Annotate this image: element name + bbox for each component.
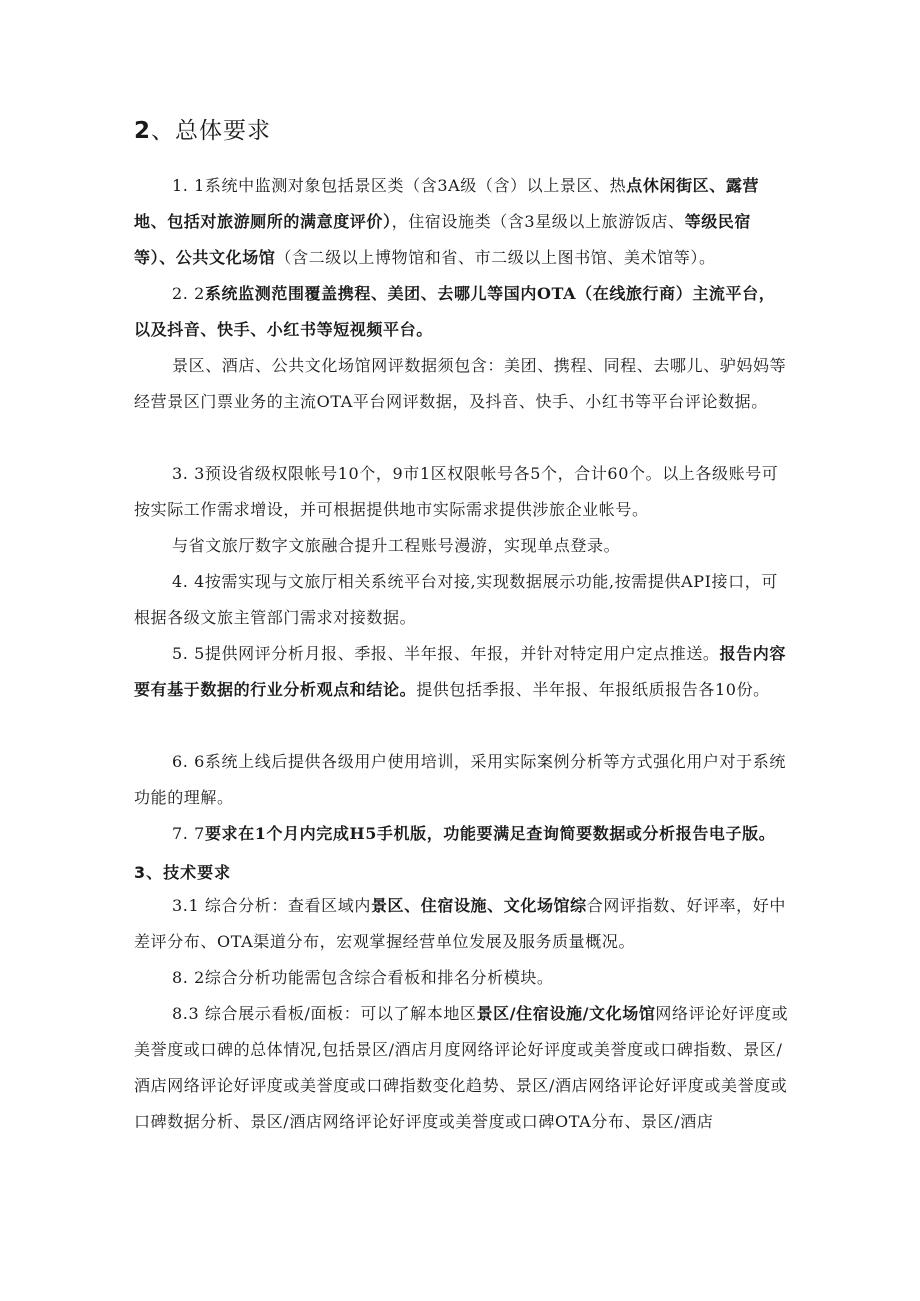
- bold-text-run: 点休闲街区、露营地、包括对旅游厕所的满意度评价）: [134, 176, 760, 231]
- bold-text-run: 系统监测范围覆盖携程、美团、去哪儿等国内OTA（在线旅行商）主流平台，以及抖音、快手、小红书等短视频平台。: [134, 284, 776, 339]
- text-run: 8.3 综合展示看板/面板：可以了解本地区: [172, 1004, 477, 1023]
- paragraph-6: [134, 564, 790, 636]
- paragraph-12: [134, 996, 790, 1140]
- section-heading: 2、总体要求: [134, 118, 272, 144]
- text-run: 6. 6系统上线后提供各级用户使用培训，采用实际案例分析等方式强化用户对于系统功能的理解。: [134, 752, 786, 807]
- paragraph-1: [134, 168, 790, 276]
- text-run: ，住宿设施类（含3星级以上旅游饭店、: [391, 212, 685, 231]
- text-run: 4. 4按需实现与文旅厅相关系统平台对接,实现数据展示功能,按需提供API接口，可根据各级文旅主管部门需求对接数据。: [134, 572, 778, 627]
- paragraph-2: [134, 276, 790, 348]
- text-run: 合网评指数、好评率，好中差评分布、OTA渠道分布，宏观掌握经营单位发展及服务质量概况。: [134, 896, 786, 951]
- bold-text-run: 景区、住宿设施、文化场馆综: [370, 896, 587, 915]
- text-run: 提供包括季报、半年报、年报纸质报告各10份。: [416, 680, 770, 699]
- text-run: 1. 1系统中监测对象包括景区类（含3A级（含）以上景区、热: [172, 176, 627, 195]
- paragraph-9: [134, 816, 790, 852]
- bold-text-run: 报告内容要有基于数据的行业分析观点和结论。: [134, 644, 786, 699]
- text-run: 网络评论好评度或美誉度或口碑的总体情况,包括景区/酒店月度网络评论好评度或美誉度或口碑指数、景区/酒店网络评论好评度或美誉度或口碑指数变化趋势、景区/酒店网络评论好评度或美誉度或口碑数据分析、景区/酒店网络评论好评度或美誉度或口碑OTA分布、景区/酒店: [134, 1004, 789, 1131]
- bold-text-run: 景区/住宿设施/文化场馆: [476, 1004, 656, 1023]
- paragraph-4: [134, 456, 790, 528]
- paragraph-3: [134, 348, 790, 420]
- bold-text-run: 要求在1个月内完成H5手机版，功能要满足查询简要数据或分析报告电子版。: [204, 824, 776, 843]
- text-run: 景区、酒店、公共文化场馆网评数据须包含：美团、携程、同程、去哪儿、驴妈妈等经营景区门票业务的主流OTA平台网评数据，及抖音、快手、小红书等平台评论数据。: [134, 356, 787, 411]
- text-run: 8. 2综合分析功能需包含综合看板和排名分析模块。: [172, 968, 554, 987]
- paragraph-10: [134, 888, 790, 960]
- bold-text-run: 等级民宿等）、公共文化场馆: [134, 212, 751, 267]
- subsection-heading: 3、技术要求: [134, 863, 232, 882]
- text-run: 3. 3预设省级权限帐号10个，9市1区权限帐号各5个，合计60个。以上各级账号可按实际工作需求增设，并可根据提供地市实际需求提供涉旅企业帐号。: [134, 464, 779, 519]
- paragraph-11: [134, 960, 790, 996]
- paragraph-7: [134, 636, 790, 708]
- text-run: 7. 7: [172, 824, 205, 843]
- text-run: 5. 5提供网评分析月报、季报、半年报、年报，并针对特定用户定点推送。: [172, 644, 720, 663]
- text-run: 2. 2: [172, 284, 205, 303]
- paragraph-8: [134, 744, 790, 816]
- text-run: （含二级以上博物馆和省、市二级以上图书馆、美术馆等）。: [275, 248, 716, 267]
- text-run: 与省文旅厅数字文旅融合提升工程账号漫游，实现单点登录。: [172, 536, 621, 555]
- text-run: 3.1 综合分析：查看区域内: [172, 896, 371, 915]
- paragraph-5: [134, 528, 790, 564]
